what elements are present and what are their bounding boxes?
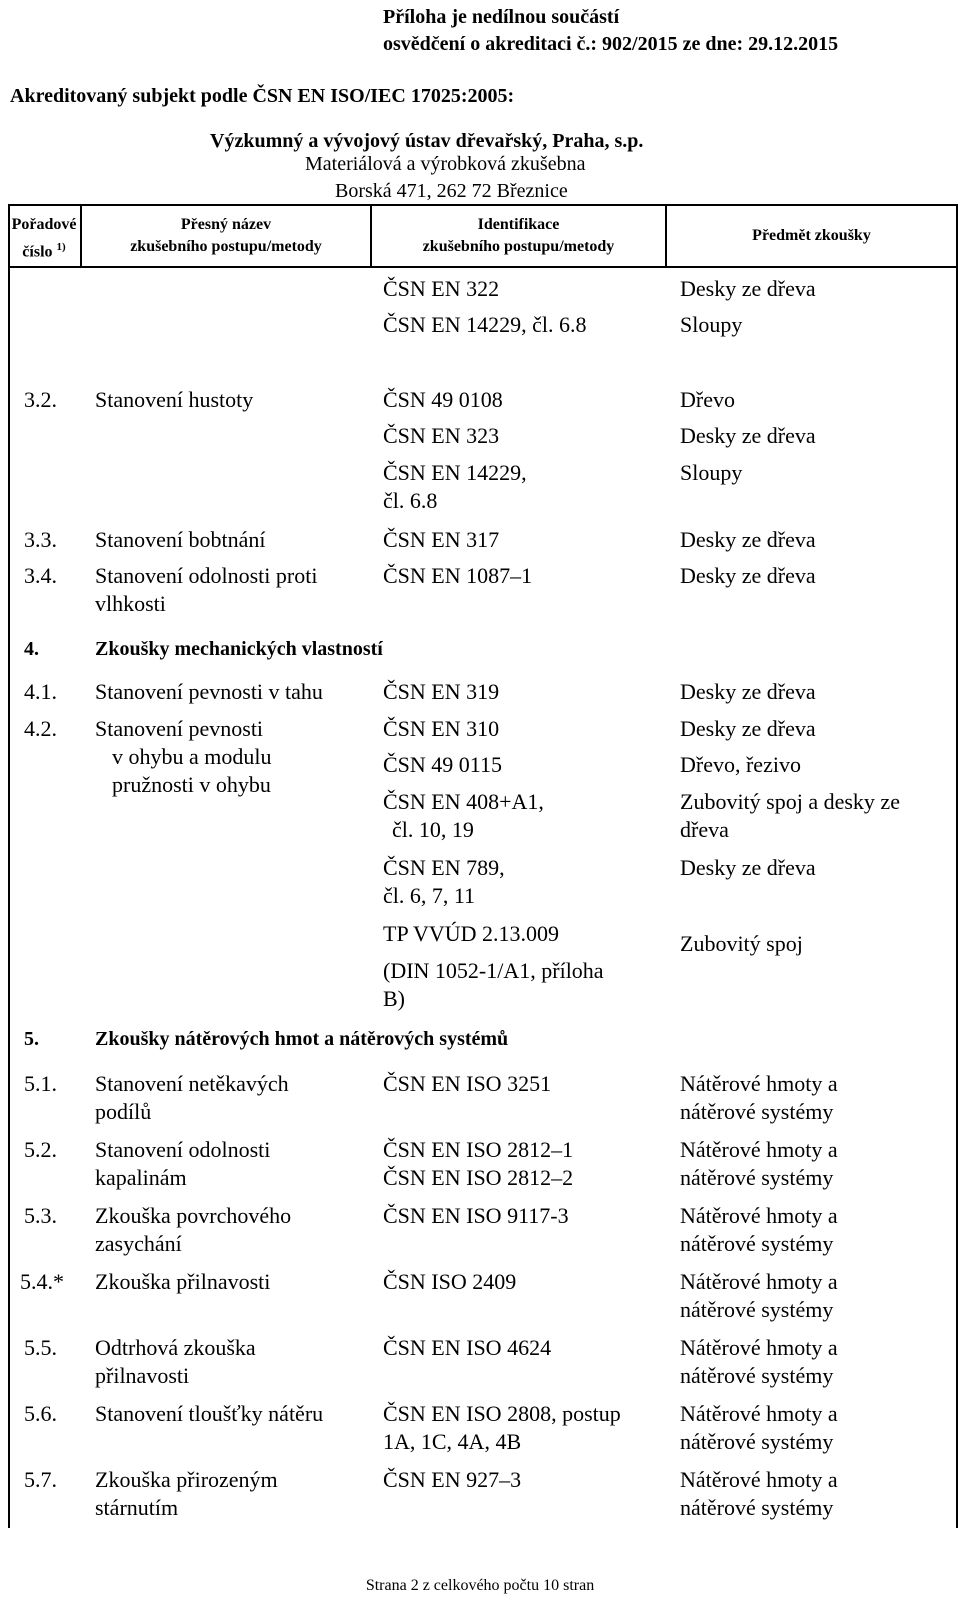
method-name: Stanovení hustoty — [95, 387, 254, 412]
row-number: 5.7. — [24, 1467, 57, 1492]
method-name: Odtrhová zkouška — [95, 1335, 256, 1360]
method-name: Zkouška přirozeným — [95, 1467, 278, 1492]
method-name: kapalinám — [95, 1165, 187, 1190]
identification: 1A, 1C, 4A, 4B — [383, 1429, 522, 1454]
method-name: přilnavosti — [95, 1363, 190, 1388]
test-subject: Nátěrové hmoty a — [680, 1203, 838, 1228]
test-subject: nátěrové systémy — [680, 1363, 834, 1388]
row-number: 3.2. — [24, 387, 57, 412]
test-subject: nátěrové systémy — [680, 1165, 834, 1190]
identification: TP VVÚD 2.13.009 — [383, 921, 560, 946]
identification: ČSN EN 14229, — [383, 460, 527, 485]
method-name: zasychání — [95, 1231, 182, 1256]
method-name: vlhkosti — [95, 591, 166, 616]
test-subject: Desky ze dřeva — [680, 716, 816, 741]
test-subject: Nátěrové hmoty a — [680, 1467, 838, 1492]
page-footer: Strana 2 z celkového počtu 10 stran — [365, 1577, 595, 1594]
test-subject: Sloupy — [680, 460, 743, 485]
test-subject: Nátěrové hmoty a — [680, 1071, 838, 1096]
test-subject: Nátěrové hmoty a — [680, 1335, 838, 1360]
identification: ČSN EN 14229, čl. 6.8 — [383, 312, 587, 337]
annex-note-line1: Příloha je nedílnou součástí — [383, 6, 620, 28]
test-subject: Dřevo — [680, 387, 735, 412]
test-subject: nátěrové systémy — [680, 1495, 834, 1520]
identification: čl. 6.8 — [383, 488, 438, 513]
method-name: Stanovení odolnosti — [95, 1137, 271, 1162]
method-name: Stanovení pevnosti v tahu — [95, 679, 323, 704]
test-subject: Desky ze dřeva — [680, 563, 816, 588]
section-number: 5. — [24, 1028, 39, 1050]
identification: ČSN 49 0108 — [383, 387, 503, 412]
column-header-order: Pořadové číslo $^{1)}$ — [11, 216, 77, 261]
identification: ČSN EN 408+A1, — [383, 789, 544, 814]
method-name: podílů — [95, 1099, 152, 1124]
organization-address: Borská 471, 262 72 Březnice — [335, 180, 568, 202]
test-subject: Nátěrové hmoty a — [680, 1401, 838, 1426]
row-number: 5.6. — [24, 1401, 57, 1426]
table-header-bottom-border — [8, 266, 958, 268]
test-subject: Nátěrové hmoty a — [680, 1269, 838, 1294]
row-number: 5.4.* — [20, 1269, 64, 1294]
organization-lab: Materiálová a výrobková zkušebna — [305, 153, 586, 175]
identification: ČSN EN ISO 2812–1 — [383, 1137, 574, 1162]
annex-note-line2: osvědčení o akreditaci č.: 902/2015 ze dne: 29.12.2015 — [383, 33, 839, 55]
section-title: Zkoušky mechanických vlastností — [95, 638, 383, 660]
test-subject: nátěrové systémy — [680, 1429, 834, 1454]
identification: ČSN EN ISO 2812–2 — [383, 1165, 574, 1190]
identification: ČSN EN ISO 9117-3 — [383, 1203, 569, 1228]
identification: ČSN EN 323 — [383, 423, 500, 448]
method-name: Stanovení pevnosti — [95, 716, 264, 741]
identification: ČSN EN 319 — [383, 679, 500, 704]
test-subject: Desky ze dřeva — [680, 423, 816, 448]
test-subject: Desky ze dřeva — [680, 855, 816, 880]
row-number: 5.5. — [24, 1335, 57, 1360]
identification: ČSN EN 789, — [383, 855, 505, 880]
identification: ČSN EN ISO 2808, postup — [383, 1401, 621, 1426]
row-number: 5.3. — [24, 1203, 57, 1228]
method-name: v ohybu a modulu — [112, 744, 272, 769]
table-left-border — [8, 204, 10, 1528]
row-number: 4.2. — [24, 716, 57, 741]
row-number: 4.1. — [24, 679, 57, 704]
method-name: Stanovení netěkavých — [95, 1071, 289, 1096]
table-right-border — [956, 204, 958, 1528]
method-name: Stanovení tloušťky nátěru — [95, 1401, 324, 1426]
row-number: 3.3. — [24, 527, 57, 552]
identification: čl. 6, 7, 11 — [383, 883, 476, 908]
section-number: 4. — [24, 638, 39, 660]
test-subject: nátěrové systémy — [680, 1297, 834, 1322]
identification: ČSN EN 317 — [383, 527, 500, 552]
identification: ČSN 49 0115 — [383, 752, 502, 777]
method-name: Stanovení bobtnání — [95, 527, 266, 552]
row-number: 3.4. — [24, 563, 57, 588]
identification: ČSN EN 1087–1 — [383, 563, 533, 588]
identification: ČSN EN 927–3 — [383, 1467, 522, 1492]
identification: ČSN ISO 2409 — [383, 1269, 517, 1294]
method-name: stárnutím — [95, 1495, 179, 1520]
test-subject: Desky ze dřeva — [680, 527, 816, 552]
identification: ČSN EN 322 — [383, 276, 500, 301]
test-subject: Desky ze dřeva — [680, 679, 816, 704]
identification: ČSN EN ISO 3251 — [383, 1071, 552, 1096]
organization-name: Výzkumný a vývojový ústav dřevařský, Praha, s.p. — [210, 130, 644, 152]
test-subject: Zubovitý spoj a desky ze — [680, 789, 900, 814]
identification: (DIN 1052-1/A1, příloha — [383, 958, 604, 983]
test-subject: Nátěrové hmoty a — [680, 1137, 838, 1162]
method-name: Stanovení odolnosti proti — [95, 563, 318, 588]
test-subject: nátěrové systémy — [680, 1099, 834, 1124]
method-name: pružnosti v ohybu — [112, 772, 271, 797]
test-subject: nátěrové systémy — [680, 1231, 834, 1256]
table-top-border — [8, 204, 958, 206]
test-subject: Zubovitý spoj — [680, 931, 803, 956]
column-header-method-id: Identifikace zkušebního postupu/metody — [422, 216, 615, 255]
method-name: Zkouška povrchového — [95, 1203, 292, 1228]
method-name: Zkouška přilnavosti — [95, 1269, 271, 1294]
identification: ČSN EN 310 — [383, 716, 500, 741]
accredited-subject-line: Akreditovaný subjekt podle ČSN EN ISO/IEC 17025:2005: — [10, 85, 515, 107]
identification: čl. 10, 19 — [392, 817, 474, 842]
identification: B) — [383, 986, 405, 1011]
identification: ČSN EN ISO 4624 — [383, 1335, 552, 1360]
row-number: 5.1. — [24, 1071, 57, 1096]
test-subject: Sloupy — [680, 312, 743, 337]
test-subject: Dřevo, řezivo — [680, 752, 801, 777]
row-number: 5.2. — [24, 1137, 57, 1162]
test-subject: Desky ze dřeva — [680, 276, 816, 301]
column-header-method-name: Přesný název zkušebního postupu/metody — [130, 216, 322, 255]
column-header-test-subject: Předmět zkoušky — [752, 227, 871, 244]
section-title: Zkoušky nátěrových hmot a nátěrových systémů — [95, 1028, 509, 1050]
test-subject: dřeva — [680, 817, 729, 842]
